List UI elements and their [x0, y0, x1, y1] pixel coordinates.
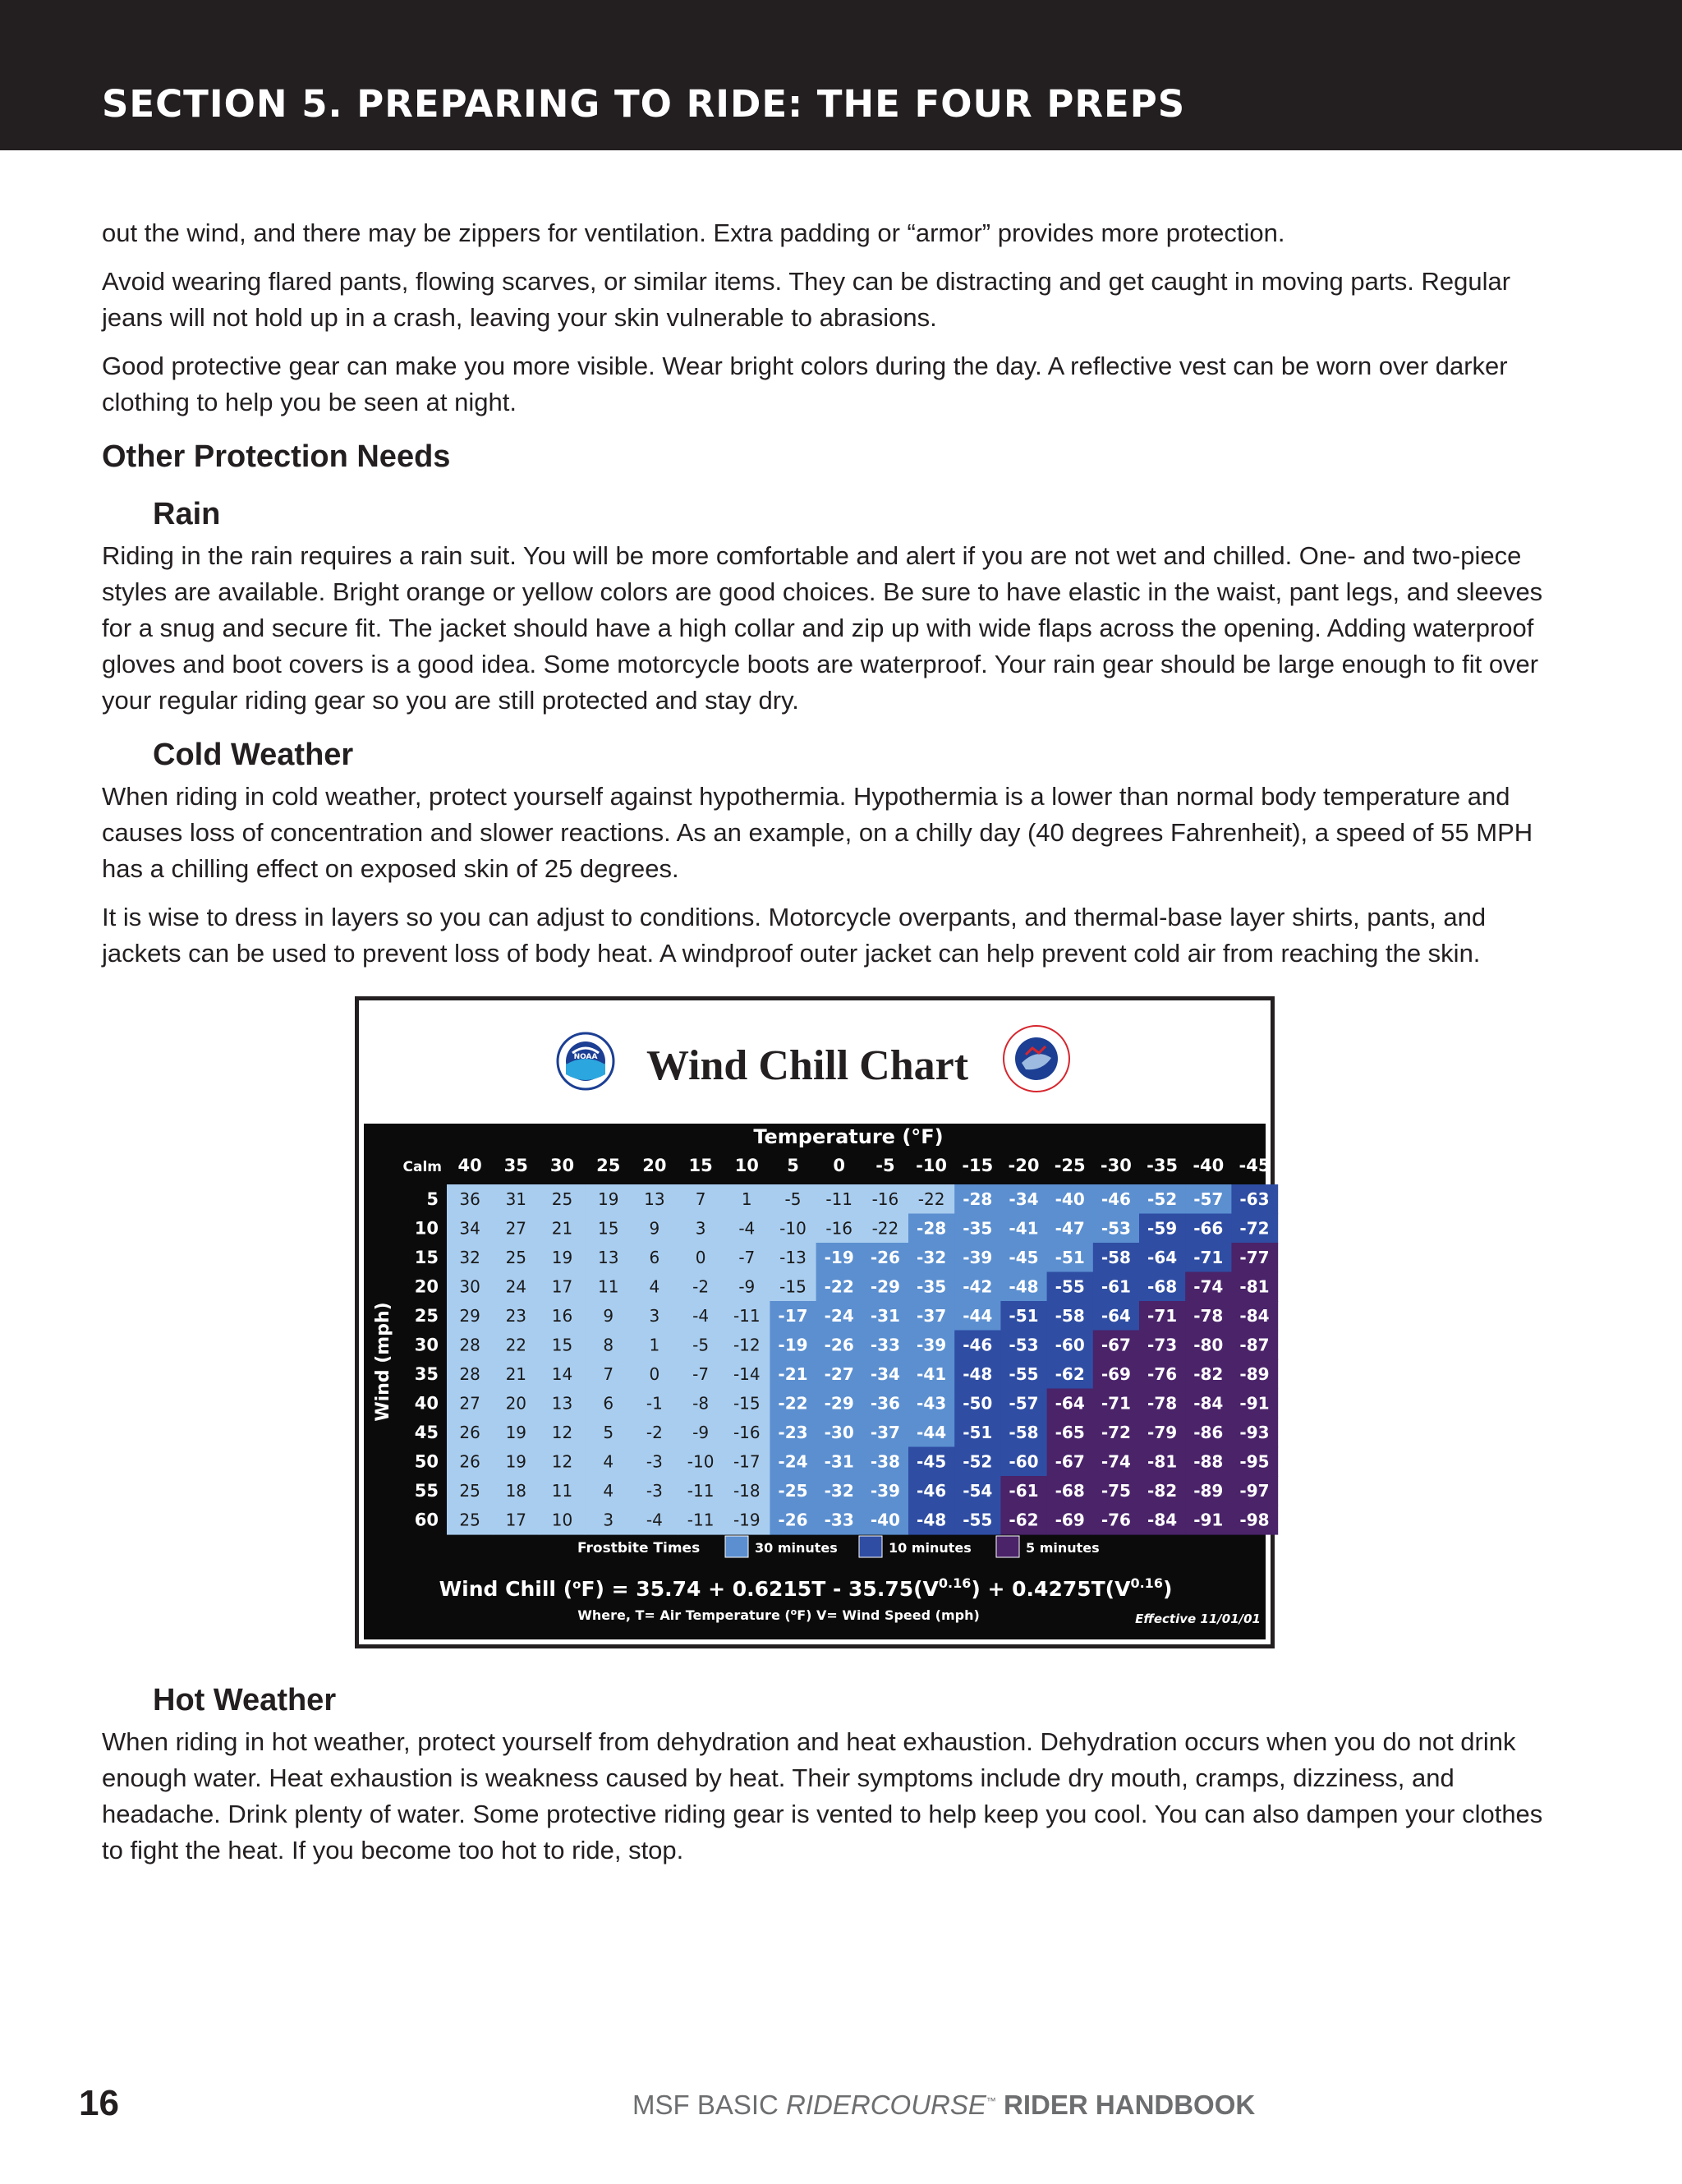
wind-chill-value: -45 — [917, 1451, 947, 1472]
wind-chill-value: -82 — [1147, 1481, 1178, 1501]
wind-chill-value: -81 — [1147, 1451, 1178, 1472]
wind-tick: 25 — [414, 1306, 439, 1326]
wind-chill-value: -4 — [646, 1510, 663, 1530]
wind-chill-value: 29 — [459, 1306, 480, 1326]
wind-chill-value: 7 — [695, 1189, 706, 1209]
wind-chill-value: -82 — [1193, 1364, 1224, 1384]
legend-swatch — [996, 1536, 1019, 1557]
wind-chill-value: -25 — [778, 1481, 808, 1501]
wind-chill-value: -11 — [825, 1189, 853, 1209]
wind-chill-value: 3 — [649, 1306, 660, 1326]
section-title: SECTION 5. PREPARING TO RIDE: THE FOUR PREPS — [102, 82, 1186, 126]
temperature-tick: 15 — [688, 1156, 713, 1175]
cold-paragraph-1: When riding in cold weather, protect yourself against hypothermia. Hypothermia is a lower than normal body temperature and causes loss of concentration and slower reactions. As an example, on a chilly day (40 degrees Fahrenheit), a speed of 55 MPH has a chilling effect on exposed skin of 25 degrees. — [102, 782, 1533, 883]
wind-chill-value: 9 — [603, 1306, 614, 1326]
wind-chill-value: 27 — [505, 1218, 527, 1239]
temperature-tick: -25 — [1054, 1156, 1086, 1175]
wind-chill-value: -47 — [1055, 1218, 1085, 1239]
wind-chill-value: -60 — [1055, 1335, 1085, 1355]
effective-date: Effective 11/01/01 — [1135, 1612, 1261, 1626]
wind-chill-value: -91 — [1239, 1393, 1270, 1414]
wind-chill-value: -8 — [692, 1393, 710, 1414]
wind-chill-value: -13 — [779, 1248, 807, 1267]
wind-chill-value: -52 — [1147, 1189, 1178, 1209]
wind-chill-value: -74 — [1193, 1276, 1224, 1297]
wind-chill-value: 4 — [603, 1481, 614, 1501]
chart-header — [359, 1000, 1271, 1122]
wind-chill-value: -59 — [1147, 1218, 1178, 1239]
wind-chill-value: -4 — [692, 1306, 710, 1326]
legend-swatch — [725, 1536, 748, 1557]
formula-degree: o — [572, 1577, 581, 1592]
wind-chill-value: -76 — [1147, 1364, 1178, 1384]
wind-chill-value: -31 — [870, 1306, 900, 1326]
wind-tick: 20 — [414, 1276, 439, 1297]
wind-chill-value: -68 — [1055, 1481, 1085, 1501]
wind-chill-value: -32 — [917, 1248, 947, 1267]
wind-chill-value: -36 — [870, 1393, 900, 1414]
wind-chill-value: 4 — [649, 1276, 660, 1297]
wind-chill-value: 9 — [649, 1218, 660, 1239]
footer-title-a: MSF BASIC — [632, 2090, 787, 2120]
wind-chill-value: -51 — [1009, 1306, 1039, 1326]
temperature-tick: 5 — [787, 1156, 799, 1175]
wind-chill-value: -15 — [779, 1276, 807, 1297]
wind-chill-value: -22 — [824, 1276, 854, 1297]
wind-chill-value: -43 — [917, 1393, 947, 1414]
wind-chill-value: -84 — [1239, 1306, 1270, 1326]
cold-paragraph-2: It is wise to dress in layers so you can adjust to conditions. Motorcycle overpants, and thermal-base layer shirts, pants, and jackets can be used to prevent loss of body heat. A windproof outer jacket can help prevent cold air from reaching the skin. — [102, 903, 1487, 968]
wind-chill-value: 12 — [551, 1423, 573, 1442]
wind-chill-value: 26 — [459, 1423, 480, 1442]
rain-paragraph: Riding in the rain requires a rain suit. You will be more comfortable and alert if you are not wet and chilled. One- and two-piece styles are available. Bright orange or yellow colors are good choices. Be sure to have elastic in the waist, pant legs, and sleeves for a snug and secure fit. The jacket should have a high collar and zip up with wide flaps across the opening. Adding waterproof gloves and boot covers is a good idea. Some motorcycle boots are waterproof. Your rain gear should be large enough to fit over your regular riding gear so you are still protected and stay dry. — [102, 541, 1543, 715]
formula-exponent: 0.16 — [938, 1575, 972, 1591]
wind-chill-value: -40 — [1055, 1189, 1085, 1209]
wind-chill-value: -4 — [738, 1218, 756, 1239]
wind-chill-value: -31 — [824, 1451, 854, 1472]
wind-chill-value: 32 — [459, 1248, 480, 1267]
wind-chill-value: -89 — [1239, 1364, 1270, 1384]
wind-chill-value: 25 — [505, 1248, 527, 1267]
wind-chill-value: -95 — [1239, 1451, 1270, 1472]
wind-chill-value: 17 — [505, 1510, 527, 1530]
wind-chill-value: -66 — [1193, 1218, 1224, 1239]
wind-tick: 45 — [414, 1423, 439, 1442]
wind-chill-value: -46 — [917, 1481, 947, 1501]
wind-chill-value: 0 — [695, 1248, 706, 1267]
wind-chill-value: 6 — [603, 1393, 614, 1414]
wind-chill-value: -64 — [1101, 1306, 1131, 1326]
wind-chill-value: 12 — [551, 1451, 573, 1472]
wind-chill-value: -11 — [733, 1306, 761, 1326]
page-number: 16 — [79, 2083, 119, 2123]
wind-tick: 60 — [414, 1510, 439, 1530]
wind-chill-value: -67 — [1101, 1335, 1131, 1355]
wind-chill-value: -74 — [1101, 1451, 1131, 1472]
wind-chill-value: -35 — [963, 1218, 993, 1239]
wind-chill-value: -89 — [1193, 1481, 1224, 1501]
wind-chill-value: -76 — [1101, 1510, 1131, 1530]
wind-tick: 50 — [414, 1451, 439, 1472]
wind-chill-value: 7 — [603, 1364, 614, 1384]
wind-axis-label: Wind (mph) — [373, 1302, 393, 1422]
wind-chill-value: -16 — [825, 1218, 853, 1239]
wind-chill-value: -19 — [778, 1335, 808, 1355]
wind-chill-value: 3 — [695, 1218, 706, 1239]
wind-chill-value: -62 — [1009, 1510, 1039, 1530]
wind-chill-value: -51 — [963, 1423, 993, 1442]
temperature-tick: 20 — [642, 1156, 667, 1175]
wind-chill-value: -84 — [1193, 1393, 1224, 1414]
wind-chill-value: 25 — [459, 1510, 480, 1530]
wind-chill-value: -86 — [1193, 1423, 1224, 1442]
wind-chill-value: -53 — [1009, 1335, 1039, 1355]
wind-chill-value: -10 — [687, 1451, 715, 1472]
wind-chill-value: -5 — [692, 1335, 710, 1355]
wind-chill-value: 34 — [459, 1218, 480, 1239]
wind-chill-value: -63 — [1239, 1189, 1270, 1209]
wind-chill-value: -58 — [1101, 1248, 1131, 1267]
wind-chill-value: -65 — [1055, 1423, 1085, 1442]
wind-tick: 35 — [414, 1364, 439, 1384]
wind-chill-value: -9 — [692, 1423, 710, 1442]
wind-chill-value: -48 — [963, 1364, 993, 1384]
wind-chill-value: -60 — [1009, 1451, 1039, 1472]
wind-chill-value: -24 — [824, 1306, 854, 1326]
wind-chill-value: 23 — [505, 1306, 527, 1326]
wind-chill-value: -11 — [687, 1481, 715, 1501]
wind-chill-value: -88 — [1193, 1451, 1224, 1472]
wind-chill-value: -61 — [1009, 1481, 1039, 1501]
wind-chill-value: -93 — [1239, 1423, 1270, 1442]
wind-chill-value: -97 — [1239, 1481, 1270, 1501]
wind-chill-value: 16 — [551, 1306, 573, 1326]
noaa-logo-text: NOAA — [573, 1053, 598, 1061]
wind-chill-value: -24 — [778, 1451, 808, 1472]
wind-chill-value: -39 — [963, 1248, 993, 1267]
wind-chill-value: -42 — [963, 1276, 993, 1297]
footer-title-tm: ™ — [986, 2095, 996, 2107]
hot-paragraph: When riding in hot weather, protect yourself from dehydration and heat exhaustion. Dehydration occurs when you do not drink enough water. Heat exhaustion is weakness caused by heat. Their symptoms include dry mouth, cramps, dizziness, and headache. Drink plenty of water. Some protective riding gear is vented to help keep you cool. You can also dampen your clothes to fight the heat. If you become too hot to ride, stop. — [102, 1727, 1543, 1864]
legend-swatch — [859, 1536, 882, 1557]
wind-chill-value: -17 — [733, 1451, 761, 1472]
wind-chill-value: -2 — [692, 1276, 710, 1297]
wind-chill-value: -55 — [1009, 1364, 1039, 1384]
wind-chill-value: -91 — [1193, 1510, 1224, 1530]
wind-chill-formula — [439, 1575, 1173, 1601]
formula-where-line — [577, 1607, 980, 1623]
wind-chill-value: -68 — [1147, 1276, 1178, 1297]
wind-chill-value: -71 — [1101, 1393, 1131, 1414]
wind-chill-value: -79 — [1147, 1423, 1178, 1442]
wind-chill-value: -30 — [824, 1423, 854, 1442]
wind-chill-value: -33 — [870, 1335, 900, 1355]
wind-chill-value: -55 — [963, 1510, 993, 1530]
wind-chill-value: -7 — [692, 1364, 710, 1384]
wind-chill-value: -78 — [1147, 1393, 1178, 1414]
wind-chill-value: -11 — [687, 1510, 715, 1530]
wind-chill-value: -2 — [646, 1423, 663, 1442]
wind-chill-value: -80 — [1193, 1335, 1224, 1355]
where-text-a: Where, T= Air Temperature ( — [577, 1607, 791, 1623]
wind-chill-value: 24 — [505, 1276, 527, 1297]
wind-chill-value: 10 — [551, 1510, 573, 1530]
temperature-tick: 0 — [833, 1156, 846, 1175]
formula-prefix: Wind Chill ( — [439, 1577, 573, 1601]
wind-chill-value: 6 — [649, 1248, 660, 1267]
wind-chill-value: -37 — [870, 1423, 900, 1442]
wind-chill-value: -81 — [1239, 1276, 1270, 1297]
temperature-tick: -30 — [1100, 1156, 1132, 1175]
temperature-tick: 40 — [457, 1156, 482, 1175]
wind-chill-value: -44 — [963, 1306, 993, 1326]
wind-chill-value: 28 — [459, 1335, 480, 1355]
temperature-tick: 10 — [734, 1156, 759, 1175]
wind-chill-value: -23 — [778, 1423, 808, 1442]
temperature-tick: -20 — [1008, 1156, 1040, 1175]
wind-chill-value: -72 — [1239, 1218, 1270, 1239]
wind-chill-value: -71 — [1193, 1248, 1224, 1267]
wind-chill-value: -62 — [1055, 1364, 1085, 1384]
wind-chill-value: -98 — [1239, 1510, 1270, 1530]
formula-end: ) — [1162, 1577, 1173, 1601]
wind-chill-value: 15 — [597, 1218, 619, 1239]
wind-chill-value: -26 — [824, 1335, 854, 1355]
wind-chill-value: -40 — [870, 1510, 900, 1530]
wind-chill-value: -46 — [1101, 1189, 1131, 1209]
wind-chill-value: -57 — [1193, 1189, 1224, 1209]
wind-chill-value: 13 — [597, 1248, 619, 1267]
wind-chill-value: -57 — [1009, 1393, 1039, 1414]
wind-chill-value: -29 — [824, 1393, 854, 1414]
wind-chill-value: -78 — [1193, 1306, 1224, 1326]
wind-chill-value: -29 — [870, 1276, 900, 1297]
wind-chill-value: -52 — [963, 1451, 993, 1472]
wind-chill-value: -54 — [963, 1481, 993, 1501]
wind-chill-value: 19 — [597, 1189, 619, 1209]
wind-chill-value: 13 — [644, 1189, 665, 1209]
legend-label: 5 minutes — [1026, 1540, 1100, 1556]
wind-chill-value: -46 — [963, 1335, 993, 1355]
hot-weather-heading: Hot Weather — [153, 1683, 337, 1717]
wind-chill-value: -41 — [917, 1364, 947, 1384]
wind-chill-value: -32 — [824, 1481, 854, 1501]
wind-chill-value: 11 — [597, 1276, 619, 1297]
wind-tick: 15 — [414, 1248, 439, 1267]
wind-chill-chart — [355, 996, 1275, 1648]
wind-chill-value: -28 — [963, 1189, 993, 1209]
wind-chill-value: -3 — [646, 1451, 663, 1472]
wind-chill-value: 22 — [505, 1335, 527, 1355]
wind-chill-value: -39 — [917, 1335, 947, 1355]
footer-book-title — [632, 2090, 1255, 2121]
wind-chill-value: -84 — [1147, 1510, 1178, 1530]
wind-chill-value: -34 — [870, 1364, 900, 1384]
wind-chill-value: -45 — [1009, 1248, 1039, 1267]
wind-chill-value: -39 — [870, 1481, 900, 1501]
wind-chill-value: 11 — [551, 1481, 573, 1501]
legend-label: 10 minutes — [889, 1540, 972, 1556]
wind-chill-value: 21 — [551, 1218, 573, 1239]
wind-chill-value: 1 — [741, 1189, 752, 1209]
wind-chill-value: -58 — [1055, 1306, 1085, 1326]
wind-chill-value: -87 — [1239, 1335, 1270, 1355]
intro-paragraph-1: out the wind, and there may be zippers for ventilation. Extra padding or “armor” provides more protection. — [102, 218, 1285, 247]
intro-paragraph-2: Avoid wearing flared pants, flowing scarves, or similar items. They can be distracting and get caught in moving parts. Regular jeans will not hold up in a crash, leaving your skin vulnerable to abrasions. — [102, 267, 1511, 332]
wind-chill-value: -16 — [871, 1189, 899, 1209]
wind-chill-value: 19 — [505, 1451, 527, 1472]
wind-chill-value: 31 — [505, 1189, 527, 1209]
where-degree: o — [790, 1607, 797, 1617]
wind-chill-value: -48 — [917, 1510, 947, 1530]
wind-chill-value: -19 — [824, 1248, 854, 1267]
wind-tick: 55 — [414, 1481, 439, 1501]
wind-chill-value: -22 — [917, 1189, 945, 1209]
chart-title: Wind Chill Chart — [646, 1042, 969, 1089]
wind-chill-value: -28 — [917, 1218, 947, 1239]
wind-chill-value: 36 — [459, 1189, 480, 1209]
wind-chill-value: -37 — [917, 1306, 947, 1326]
other-protection-heading: Other Protection Needs — [102, 439, 451, 474]
wind-chill-value: -18 — [733, 1481, 761, 1501]
intro-paragraph-3: Good protective gear can make you more visible. Wear bright colors during the day. A reflective vest can be worn over darker clothing to help you be seen at night. — [102, 352, 1508, 416]
wind-chill-value: 20 — [505, 1393, 527, 1414]
wind-chill-value: -55 — [1055, 1276, 1085, 1297]
page-content — [102, 215, 1556, 1881]
wind-chill-value: 0 — [649, 1364, 660, 1384]
wind-chill-value: -48 — [1009, 1276, 1039, 1297]
temperature-tick: -5 — [875, 1156, 895, 1175]
wind-chill-value: -7 — [738, 1248, 756, 1267]
wind-chill-value: 28 — [459, 1364, 480, 1384]
wind-tick: 40 — [414, 1393, 439, 1414]
temperature-tick: -35 — [1147, 1156, 1179, 1175]
wind-chill-value: -1 — [646, 1393, 663, 1414]
wind-chill-value: -77 — [1239, 1248, 1270, 1267]
wind-chill-value: -35 — [917, 1276, 947, 1297]
wind-chill-value: -26 — [870, 1248, 900, 1267]
wind-tick: 30 — [414, 1335, 439, 1355]
wind-chill-value: -58 — [1009, 1423, 1039, 1442]
wind-chill-value: 4 — [603, 1451, 614, 1472]
wind-chill-value: -15 — [733, 1393, 761, 1414]
temperature-axis-label: Temperature (°F) — [753, 1125, 944, 1148]
wind-chill-value: -50 — [963, 1393, 993, 1414]
temperature-tick: 25 — [596, 1156, 621, 1175]
wind-chill-value: -34 — [1009, 1189, 1039, 1209]
where-text-b: F) V= Wind Speed (mph) — [797, 1607, 980, 1623]
wind-chill-value: -14 — [733, 1364, 761, 1384]
wind-chill-value: -75 — [1101, 1481, 1131, 1501]
wind-chill-value: -72 — [1101, 1423, 1131, 1442]
wind-chill-value: -19 — [733, 1510, 761, 1530]
wind-chill-value: -71 — [1147, 1306, 1178, 1326]
calm-label: Calm — [402, 1159, 442, 1175]
chart-container — [102, 996, 1556, 1719]
wind-chill-value: 18 — [505, 1481, 527, 1501]
wind-chill-value: 17 — [551, 1276, 573, 1297]
wind-chill-value: 25 — [551, 1189, 573, 1209]
wind-chill-value: 26 — [459, 1451, 480, 1472]
wind-chill-value: -26 — [778, 1510, 808, 1530]
wind-chill-value: -38 — [870, 1451, 900, 1472]
formula-body: F) = 35.74 + 0.6215T - 35.75(V — [581, 1577, 939, 1601]
wind-chill-value: -12 — [733, 1335, 761, 1355]
wind-chill-value: -69 — [1101, 1364, 1131, 1384]
footer-title-c: RIDER HANDBOOK — [995, 2090, 1256, 2120]
temperature-tick: -15 — [962, 1156, 994, 1175]
frostbite-label: Frostbite Times — [577, 1540, 701, 1556]
wind-chill-value: 21 — [505, 1364, 527, 1384]
wind-chill-value: -17 — [778, 1306, 808, 1326]
chart-body — [364, 1124, 1271, 1639]
section-header-bar — [0, 0, 1682, 150]
cold-weather-heading: Cold Weather — [153, 738, 354, 772]
footer-title-b: RIDERCOURSE — [786, 2090, 986, 2120]
wind-chill-value: 19 — [505, 1423, 527, 1442]
wind-chill-value: -3 — [646, 1481, 663, 1501]
wind-chill-value: -41 — [1009, 1218, 1039, 1239]
wind-chill-value: 25 — [459, 1481, 480, 1501]
wind-tick: 10 — [414, 1218, 439, 1239]
wind-chill-value: -64 — [1055, 1393, 1085, 1414]
wind-chill-value: -33 — [824, 1510, 854, 1530]
temperature-tick: -10 — [916, 1156, 948, 1175]
wind-tick: 5 — [426, 1189, 439, 1209]
wind-chill-table-svg — [364, 1124, 1271, 1639]
temperature-tick: -40 — [1193, 1156, 1225, 1175]
wind-chill-value: 13 — [551, 1393, 573, 1414]
wind-chill-value: -9 — [738, 1276, 756, 1297]
wind-chill-value: -67 — [1055, 1451, 1085, 1472]
wind-chill-value: -22 — [871, 1218, 899, 1239]
wind-chill-value: 3 — [603, 1510, 614, 1530]
nws-logo-icon — [1001, 1023, 1072, 1098]
wind-chill-value: -64 — [1147, 1248, 1178, 1267]
wind-chill-value: -69 — [1055, 1510, 1085, 1530]
wind-chill-value: -53 — [1101, 1218, 1131, 1239]
wind-chill-value: 30 — [459, 1276, 480, 1297]
wind-chill-value: -73 — [1147, 1335, 1178, 1355]
wind-chill-value: -51 — [1055, 1248, 1085, 1267]
wind-chill-value: -5 — [784, 1189, 802, 1209]
noaa-logo-icon — [556, 1032, 615, 1095]
legend-label: 30 minutes — [755, 1540, 838, 1556]
wind-chill-value: 19 — [551, 1248, 573, 1267]
wind-chill-value: 1 — [649, 1335, 660, 1355]
temperature-tick: 30 — [549, 1156, 575, 1175]
wind-chill-value: 8 — [603, 1335, 614, 1355]
wind-chill-value: 5 — [603, 1423, 614, 1442]
wind-chill-value: -16 — [733, 1423, 761, 1442]
wind-chill-value: -27 — [824, 1364, 854, 1384]
wind-chill-value: 15 — [551, 1335, 573, 1355]
wind-chill-value: -22 — [778, 1393, 808, 1414]
wind-chill-value: -61 — [1101, 1276, 1131, 1297]
wind-chill-value: -44 — [917, 1423, 947, 1442]
wind-chill-value: 14 — [551, 1364, 573, 1384]
temperature-tick: 35 — [503, 1156, 528, 1175]
formula-exponent: 0.16 — [1130, 1575, 1163, 1591]
wind-chill-value: -21 — [778, 1364, 808, 1384]
rain-heading: Rain — [153, 497, 221, 531]
wind-chill-value: 27 — [459, 1393, 480, 1414]
temperature-tick: -45 — [1239, 1156, 1271, 1175]
wind-chill-value: -10 — [779, 1218, 807, 1239]
formula-middle: ) + 0.4275T(V — [971, 1577, 1131, 1601]
